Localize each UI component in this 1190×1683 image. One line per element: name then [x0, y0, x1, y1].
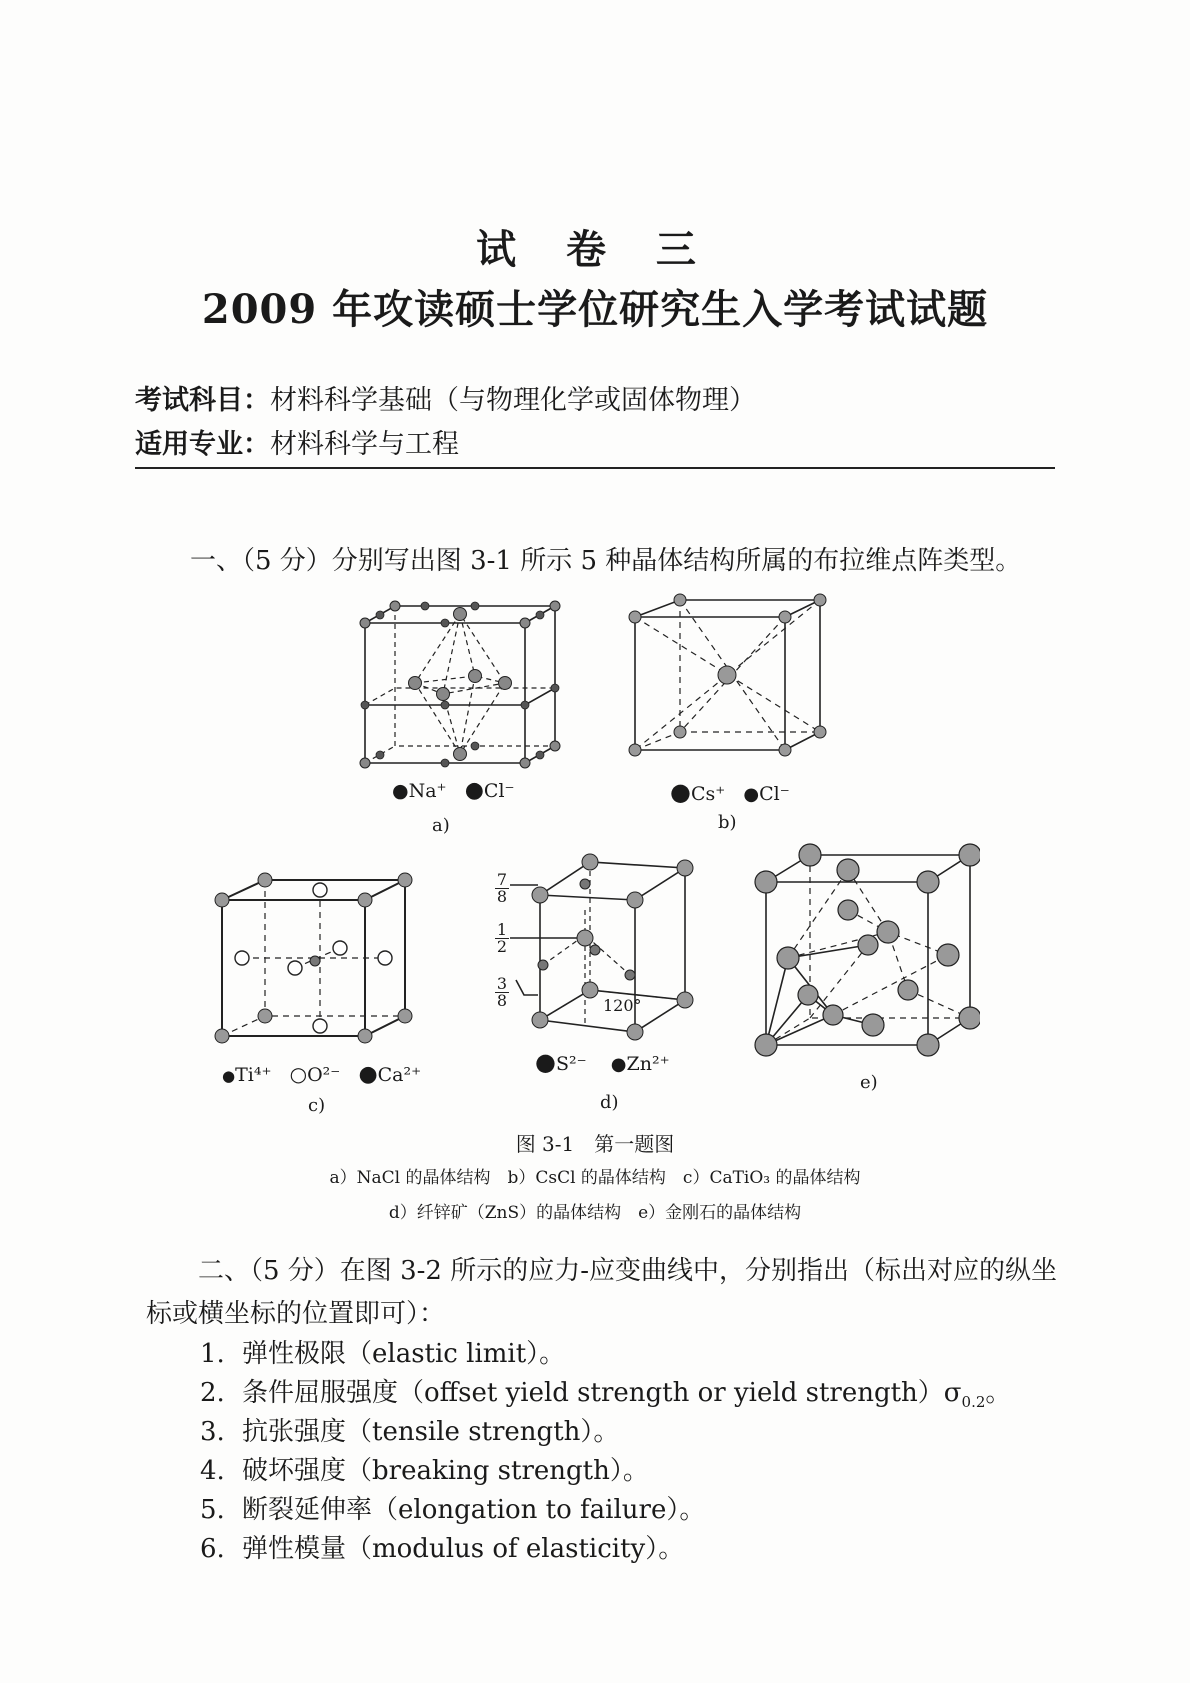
- item-text: 弹性模量（modulus of elasticity）。: [242, 1534, 685, 1564]
- figure-caption-line1: a）NaCl 的晶体结构 b）CsCl 的晶体结构 c）CaTiO₃ 的晶体结构: [329, 1168, 861, 1188]
- q2-item-6: [200, 1528, 684, 1565]
- ca-ion-icon: ●: [358, 1062, 378, 1087]
- q2-item-2: [200, 1372, 1011, 1411]
- item-text: 弹性极限（elastic limit）。: [242, 1339, 566, 1369]
- figure-c-catio3-structure: [210, 868, 420, 1048]
- item-number: 4.: [200, 1456, 225, 1486]
- frac-bot-numerator: 3: [496, 974, 508, 993]
- q2-item-1: [200, 1333, 565, 1370]
- frac-mid-denominator: 2: [496, 937, 508, 956]
- figure-b-legend: [670, 778, 790, 806]
- legend-o: O²⁻: [307, 1064, 341, 1086]
- exam-paper-title: 试 卷 三: [476, 226, 714, 273]
- item-number: 5.: [200, 1495, 225, 1525]
- item-number: 1.: [200, 1339, 225, 1369]
- major-label: 适用专业：: [135, 429, 270, 460]
- frac-mid-numerator: 1: [496, 920, 508, 939]
- item-tail: 。: [985, 1378, 1012, 1408]
- item-text: 抗张强度（tensile strength）。: [242, 1417, 620, 1447]
- frac-top-numerator: 7: [496, 870, 508, 889]
- legend-ca: Ca²⁺: [377, 1064, 422, 1086]
- cs-ion-icon: ●: [670, 778, 691, 806]
- frac-top: [495, 872, 509, 905]
- frac-bot: [495, 976, 509, 1009]
- q2-item-3: [200, 1411, 619, 1448]
- item-text: 条件屈服强度（offset yield strength or yield strength）σ: [242, 1378, 962, 1408]
- legend-s: S²⁻: [555, 1053, 587, 1075]
- legend-cl-b: Cl⁻: [759, 783, 790, 805]
- o-ion-icon: ○: [289, 1062, 308, 1086]
- na-ion-icon: ●: [392, 780, 409, 802]
- item-subscript: 0.2: [961, 1393, 986, 1412]
- subject-value: 材料科学基础（与物理化学或固体物理）: [270, 385, 756, 416]
- q2-item-4: [200, 1450, 649, 1487]
- figure-e-diamond-structure: [748, 840, 980, 1060]
- figure-d-label: d): [600, 1092, 619, 1113]
- question-2-text-line1: 二、（5 分）在图 3-2 所示的应力-应变曲线中，分别指出（标出对应的纵坐: [198, 1256, 1057, 1286]
- question-2-text-line2: 标或横坐标的位置即可）：: [146, 1299, 446, 1329]
- figure-e-label: e): [860, 1072, 878, 1093]
- legend-ti: Ti⁴⁺: [235, 1064, 272, 1086]
- s-ion-icon: ●: [535, 1048, 556, 1076]
- figure-c-legend: [222, 1062, 421, 1087]
- figure-a-label: a): [432, 815, 450, 836]
- figure-d-zns-structure: [510, 850, 700, 1050]
- subject-line: [135, 378, 756, 417]
- figure-caption-title: 图 3-1 第一题图: [515, 1132, 675, 1156]
- frac-mid: [495, 922, 509, 955]
- figure-a-legend: [392, 778, 515, 803]
- cl-ion-icon: ●: [464, 778, 484, 803]
- item-text: 破坏强度（breaking strength）。: [242, 1456, 649, 1486]
- zn-ion-icon: ●: [610, 1054, 627, 1075]
- figure-caption-line2: d）纤锌矿（ZnS）的晶体结构 e）金刚石的晶体结构: [388, 1203, 802, 1223]
- major-line: [135, 422, 459, 461]
- ti-ion-icon: ●: [222, 1067, 236, 1085]
- item-number: 2.: [200, 1378, 225, 1408]
- legend-cl: Cl⁻: [483, 780, 515, 802]
- question-1-text: 一、（5 分）分别写出图 3-1 所示 5 种晶体结构所属的布拉维点阵类型。: [190, 546, 1022, 576]
- figure-a-nacl-structure: [355, 598, 565, 778]
- major-value: 材料科学与工程: [270, 429, 459, 460]
- legend-cs: Cs⁺: [690, 783, 726, 805]
- item-number: 3.: [200, 1417, 225, 1447]
- item-number: 6.: [200, 1534, 225, 1564]
- header-divider: [135, 467, 1055, 469]
- figure-b-label: b): [718, 812, 737, 833]
- angle-label: 120°: [603, 996, 642, 1015]
- cl-ion-icon-b: ●: [743, 784, 760, 805]
- item-text: 断裂延伸率（elongation to failure）。: [242, 1495, 706, 1525]
- subject-label: 考试科目：: [135, 385, 270, 416]
- legend-zn: Zn²⁺: [626, 1053, 670, 1075]
- frac-top-denominator: 8: [496, 887, 508, 906]
- exam-title: 2009 年攻读硕士学位研究生入学考试试题: [201, 286, 989, 333]
- figure-c-label: c): [308, 1095, 326, 1116]
- frac-bot-denominator: 8: [496, 991, 508, 1010]
- figure-d-legend: [535, 1048, 670, 1076]
- q2-item-5: [200, 1489, 705, 1526]
- legend-na: Na⁺: [408, 780, 447, 802]
- figure-b-cscl-structure: [625, 592, 830, 762]
